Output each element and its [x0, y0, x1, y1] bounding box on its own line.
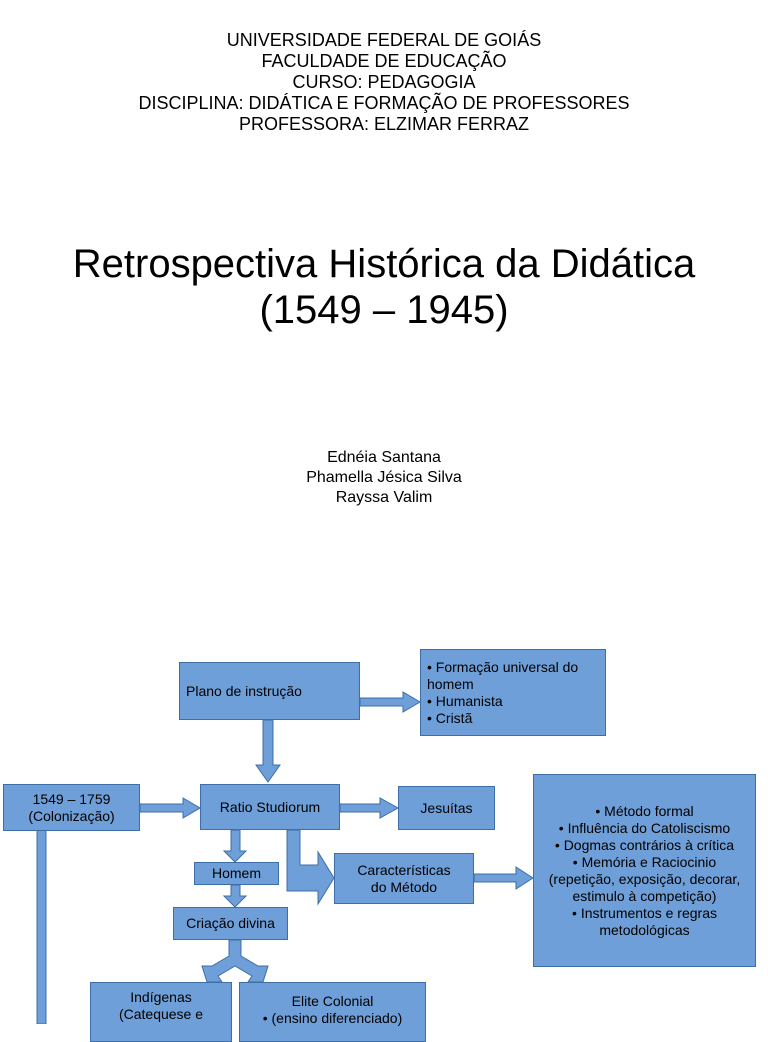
author-name: Rayssa Valim	[335, 489, 433, 506]
caracteristicas-label: Características	[357, 861, 451, 878]
formacao-box	[420, 649, 606, 736]
period-box	[3, 784, 140, 831]
metodo-item: • Dogmas contrários à crítica	[542, 837, 747, 854]
header-line-university: UNIVERSIDADE FEDERAL DE GOIÁS	[226, 30, 542, 50]
elite-colonial-box	[239, 982, 426, 1042]
metodo-item: • Método formal	[542, 803, 747, 820]
metodo-item: • Instrumentos e regras metodológicas	[542, 905, 747, 939]
header-line-faculty: FACULDADE DE EDUCAÇÃO	[261, 51, 507, 71]
ratio-label: Ratio Studiorum	[219, 798, 321, 815]
header-line-course: CURSO: PEDAGOGIA	[292, 72, 476, 92]
title-line-years: (1549 – 1945)	[259, 288, 509, 332]
formacao-item: • Humanista	[427, 693, 605, 710]
elite-item: • (ensino diferenciado)	[263, 1010, 403, 1027]
ratio-studiorum-box	[200, 784, 340, 830]
author-name: Phamella Jésica Silva	[306, 469, 462, 486]
arrow-right	[474, 867, 533, 889]
arrow-split	[202, 940, 268, 982]
indigenas-box	[90, 982, 232, 1042]
period-label: (Colonização)	[28, 807, 115, 824]
plano-label: Plano de instrução	[186, 682, 302, 699]
arrow-bent	[287, 830, 334, 904]
formacao-item: • Cristã	[427, 710, 605, 727]
plano-instrucao-box	[179, 662, 360, 720]
arrow-right	[360, 692, 420, 712]
metodo-item: • Memória e Raciocinio (repetição, exposição, decorar, estimulo à competição)	[542, 854, 747, 905]
authors-list	[0, 448, 768, 508]
title-line-main: Retrospectiva Histórica da Didática	[72, 242, 696, 286]
author-name: Ednéia Santana	[327, 449, 441, 466]
metodo-box	[533, 774, 756, 967]
header-line-discipline: DISCIPLINA: DIDÁTICA E FORMAÇÃO DE PROFESSORES	[138, 93, 630, 113]
metodo-list	[542, 803, 747, 939]
document-title	[0, 241, 768, 333]
criacao-label: Criação divina	[186, 915, 275, 931]
indigenas-label: Indígenas	[130, 989, 192, 1005]
jesuitas-label: Jesuítas	[420, 799, 473, 816]
formacao-item: • Formação universal do homem	[427, 659, 605, 693]
timeline-connector	[37, 830, 46, 1024]
arrow-right	[340, 798, 398, 818]
jesuitas-box	[398, 786, 495, 830]
header-line-professor: PROFESSORA: ELZIMAR FERRAZ	[238, 114, 530, 134]
arrow-down	[224, 830, 246, 862]
elite-list	[263, 1010, 403, 1027]
institution-header	[0, 30, 768, 135]
arrow-down	[256, 720, 280, 782]
metodo-item: • Influência do Catoliscismo	[542, 820, 747, 837]
formacao-list	[427, 659, 605, 727]
homem-box	[194, 862, 279, 885]
arrow-down	[224, 885, 246, 907]
elite-label: Elite Colonial	[291, 993, 374, 1009]
indigenas-sublabel: (Catequese e	[118, 1006, 204, 1022]
period-years: 1549 – 1759	[32, 790, 111, 807]
homem-label: Homem	[211, 865, 261, 881]
caracteristicas-box	[334, 853, 474, 904]
criacao-divina-box	[173, 907, 288, 940]
arrow-right	[140, 798, 200, 818]
caracteristicas-sublabel: do Método	[370, 878, 438, 895]
